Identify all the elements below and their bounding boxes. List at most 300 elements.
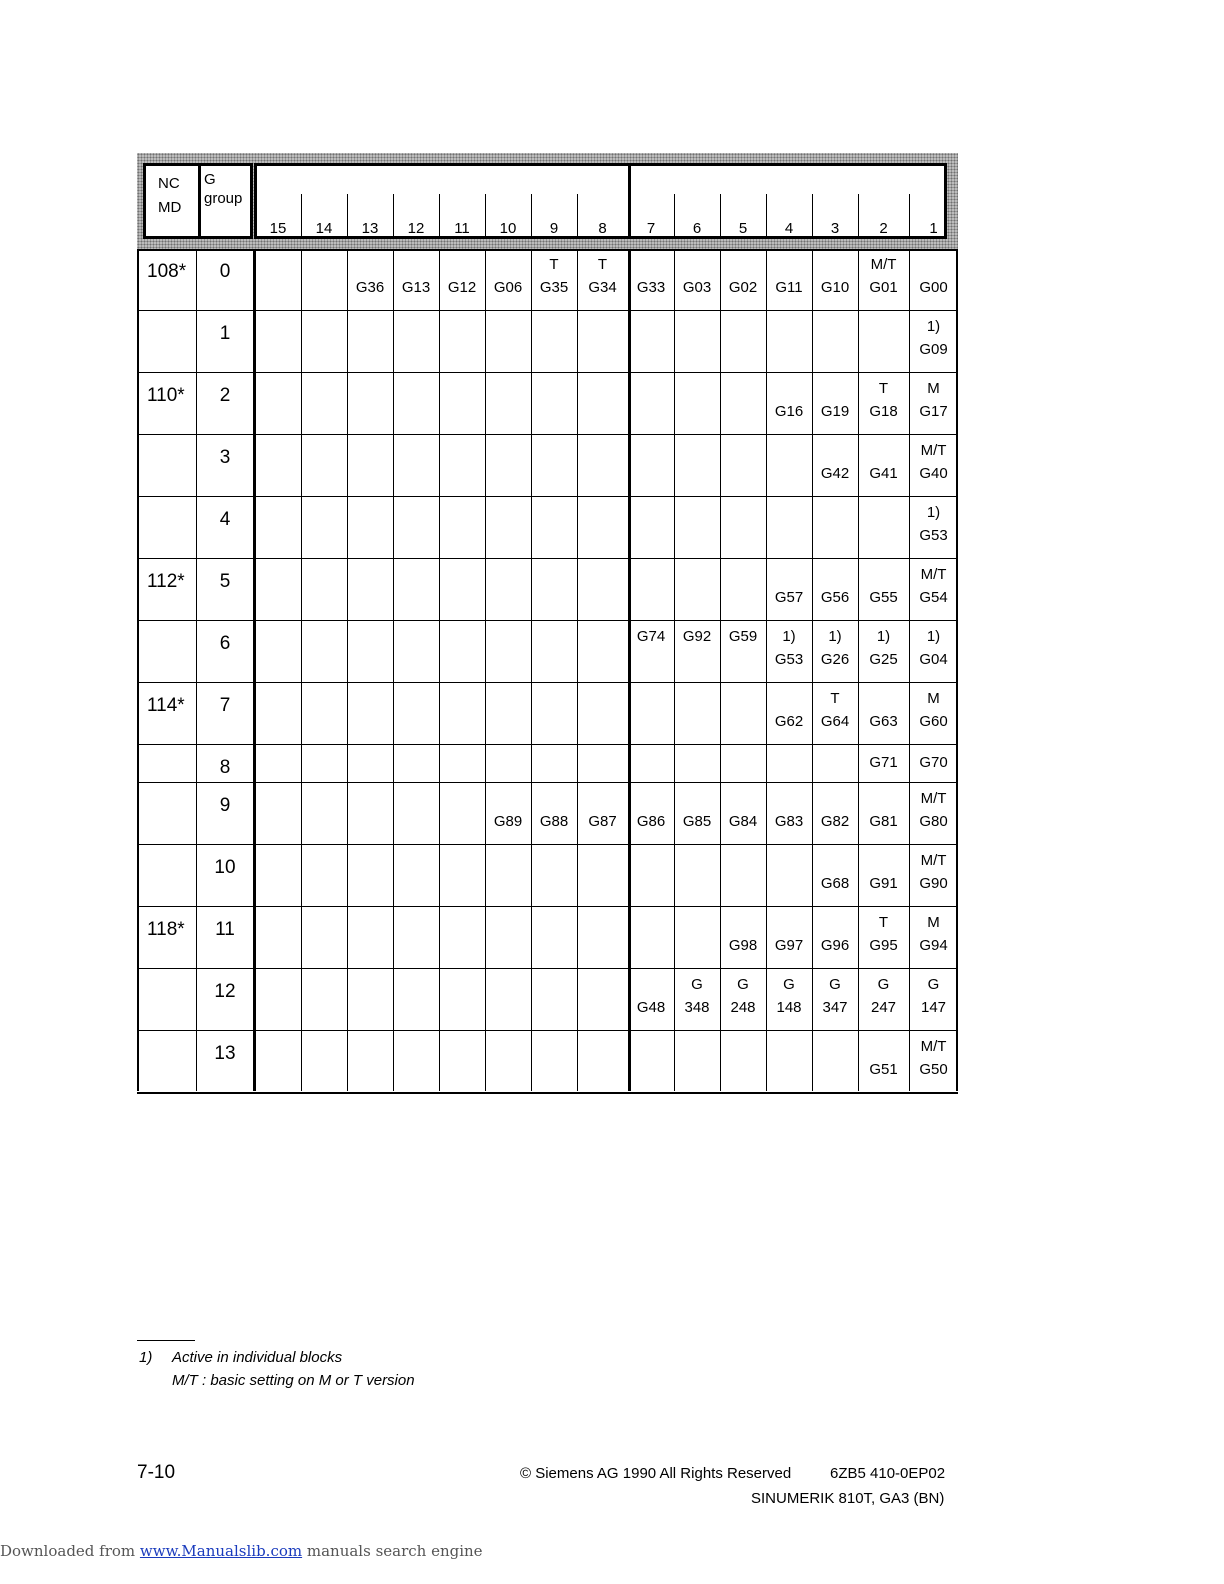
g-code-cell <box>393 973 439 1019</box>
cell-line-bottom <box>531 462 577 485</box>
cell-line-top <box>812 849 858 872</box>
cell-line-top <box>720 315 766 338</box>
g-code-cell <box>674 377 720 423</box>
bit-divider <box>909 194 910 236</box>
g-code-cell <box>439 253 485 299</box>
download-prefix: Downloaded from <box>0 1542 140 1560</box>
g-code-cell <box>485 501 531 547</box>
cell-line-top <box>720 687 766 710</box>
cell-line-top <box>577 439 628 462</box>
bit-header-15: 15 <box>269 220 287 237</box>
cell-line-top <box>720 253 766 276</box>
g-code-cell <box>909 687 958 733</box>
cell-line-bottom <box>255 648 301 671</box>
cell-line-top <box>301 1035 347 1058</box>
cell-line-bottom <box>720 338 766 361</box>
cell-line-top <box>439 973 485 996</box>
cell-line-bottom <box>485 1058 531 1081</box>
cell-line-bottom <box>720 872 766 895</box>
g-code-cell <box>439 911 485 957</box>
g-code-cell <box>347 625 393 671</box>
g-group-value: 5 <box>219 571 231 592</box>
cell-line-top: 1) <box>926 628 941 645</box>
cell-line-top <box>531 315 577 338</box>
g-code-cell <box>674 563 720 609</box>
g-group-value: 12 <box>214 981 236 1002</box>
g-code-cell <box>439 787 485 833</box>
cell-line-top: M <box>927 690 940 707</box>
g-code-cell <box>439 439 485 485</box>
g-code-cell <box>909 973 958 1019</box>
cell-line-top <box>628 563 674 586</box>
g-code-cell <box>255 1035 301 1081</box>
cell-line-bottom <box>301 996 347 1019</box>
g-code-cell <box>301 315 347 361</box>
cell-line-top <box>393 687 439 710</box>
cell-line-bottom <box>301 934 347 957</box>
g-code-cell <box>909 439 958 485</box>
cell-line-top <box>674 751 720 774</box>
g-code-cell <box>674 911 720 957</box>
g-code-cell <box>485 687 531 733</box>
g-code-cell <box>812 439 858 485</box>
cell-line-bottom <box>255 524 301 547</box>
cell-line-bottom: 247 <box>870 999 897 1016</box>
g-code-cell <box>577 1035 628 1081</box>
cell-line-bottom <box>485 524 531 547</box>
g-group-value: 9 <box>219 795 231 816</box>
g-code-cell <box>812 315 858 361</box>
download-notice <box>0 1542 483 1560</box>
cell-line-top <box>720 849 766 872</box>
cell-line-bottom <box>301 524 347 547</box>
cell-line-bottom: G02 <box>728 279 758 296</box>
cell-line-bottom: G86 <box>636 813 666 830</box>
cell-line-top <box>858 563 909 586</box>
cell-line-top <box>531 687 577 710</box>
g-code-cell <box>812 687 858 733</box>
cell-line-top <box>485 625 531 648</box>
footnote-rule <box>137 1340 195 1341</box>
g-code-cell <box>531 687 577 733</box>
cell-line-top <box>577 973 628 996</box>
g-code-cell <box>858 439 909 485</box>
cell-line-top: G <box>737 976 749 993</box>
cell-line-top <box>812 563 858 586</box>
cell-line-top: T <box>597 256 608 273</box>
cell-line-top <box>766 501 812 524</box>
cell-line-bottom <box>531 338 577 361</box>
g-code-cell <box>577 377 628 423</box>
g-code-cell <box>909 849 958 895</box>
cell-line-top <box>812 787 858 810</box>
cell-line-bottom: G88 <box>539 813 569 830</box>
g-code-cell <box>628 625 674 671</box>
g-code-cell <box>531 315 577 361</box>
g-code-cell <box>485 563 531 609</box>
cell-line-top <box>628 501 674 524</box>
cell-line-bottom: G96 <box>820 937 850 954</box>
table-row <box>137 249 958 311</box>
cell-line-bottom <box>393 338 439 361</box>
g-code-cell <box>485 849 531 895</box>
cell-line-bottom <box>347 996 393 1019</box>
cell-line-bottom <box>347 810 393 833</box>
cell-line-top <box>674 377 720 400</box>
cell-line-bottom <box>301 586 347 609</box>
cell-line-bottom <box>347 872 393 895</box>
table-row <box>137 845 958 907</box>
g-code-cell <box>347 849 393 895</box>
cell-line-top <box>858 687 909 710</box>
cell-line-top <box>347 973 393 996</box>
g-code-cell <box>301 973 347 1019</box>
cell-line-top <box>347 501 393 524</box>
cell-line-top: T <box>878 914 889 931</box>
cell-line-bottom: G83 <box>774 813 804 830</box>
cell-line-bottom <box>485 648 531 671</box>
g-code-cell <box>485 377 531 423</box>
cell-line-top <box>439 687 485 710</box>
cell-line-top <box>301 377 347 400</box>
cell-line-top: T <box>878 380 889 397</box>
cell-line-bottom <box>628 400 674 423</box>
cell-line-bottom <box>347 524 393 547</box>
cell-line-bottom <box>255 1058 301 1081</box>
cell-line-bottom <box>720 1058 766 1081</box>
g-code-cell <box>628 377 674 423</box>
g-code-cell <box>347 439 393 485</box>
cell-line-top <box>858 849 909 872</box>
cell-line-bottom <box>674 400 720 423</box>
cell-line-bottom <box>720 648 766 671</box>
row-divider <box>137 1092 958 1094</box>
cell-line-bottom <box>812 1058 858 1081</box>
cell-line-bottom <box>255 462 301 485</box>
g-code-cell <box>393 439 439 485</box>
cell-line-bottom <box>577 338 628 361</box>
bit-divider <box>720 194 721 236</box>
g-code-cell <box>858 501 909 547</box>
g-code-cell <box>347 787 393 833</box>
bit-header-8: 8 <box>598 220 607 237</box>
g-code-cell <box>720 439 766 485</box>
cell-line-top <box>485 911 531 934</box>
cell-line-top <box>301 849 347 872</box>
bit-divider <box>628 166 631 236</box>
cell-line-top <box>485 787 531 810</box>
cell-line-bottom <box>393 400 439 423</box>
cell-line-bottom: G81 <box>869 813 898 830</box>
g-code-cell <box>812 253 858 299</box>
g-code-cell <box>255 911 301 957</box>
cell-line-bottom <box>766 462 812 485</box>
g-code-cell <box>255 439 301 485</box>
cell-line-bottom: 347 <box>822 999 848 1016</box>
g-code-cell <box>301 377 347 423</box>
g-code-cell <box>485 439 531 485</box>
cell-line-bottom: G94 <box>919 937 948 954</box>
g-group-value: 4 <box>219 509 231 530</box>
table-row <box>137 783 958 845</box>
cell-line-top <box>255 973 301 996</box>
g-group-value: 8 <box>219 757 231 778</box>
cell-line-bottom <box>674 462 720 485</box>
cell-line-top <box>674 253 720 276</box>
g-code-cell <box>909 315 958 361</box>
cell-line-top <box>347 439 393 462</box>
cell-line-top <box>439 911 485 934</box>
cell-line-top <box>674 315 720 338</box>
cell-line-bottom: G91 <box>869 875 898 892</box>
cell-line-top <box>577 751 628 774</box>
g-code-cell <box>439 625 485 671</box>
g-code-cell <box>347 563 393 609</box>
cell-line-bottom <box>393 810 439 833</box>
g-code-cell <box>812 563 858 609</box>
g-code-cell <box>766 377 812 423</box>
g-code-cell <box>766 787 812 833</box>
cell-line-bottom <box>531 524 577 547</box>
g-code-cell <box>393 911 439 957</box>
cell-line-top <box>628 911 674 934</box>
cell-line-top <box>439 1035 485 1058</box>
cell-line-top <box>628 687 674 710</box>
cell-line-bottom <box>720 400 766 423</box>
cell-line-top <box>301 687 347 710</box>
cell-line-top <box>577 501 628 524</box>
table-row <box>137 1031 958 1093</box>
cell-line-top: M/T <box>920 852 947 869</box>
cell-line-top: M <box>927 380 940 397</box>
cell-line-bottom <box>347 400 393 423</box>
cell-line-top <box>577 687 628 710</box>
cell-line-top <box>393 751 439 774</box>
cell-line-top <box>439 439 485 462</box>
bit-divider <box>577 194 578 236</box>
cell-line-bottom <box>393 1058 439 1081</box>
g-code-cell <box>347 687 393 733</box>
bit-divider <box>531 194 532 236</box>
bit-header-13: 13 <box>361 220 379 237</box>
g-group-table <box>137 153 958 1091</box>
product-name: SINUMERIK 810T, GA3 (BN) <box>751 1490 945 1507</box>
cell-line-top <box>628 787 674 810</box>
g-code-cell <box>628 787 674 833</box>
cell-line-top: G <box>927 976 940 993</box>
cell-line-top <box>485 973 531 996</box>
cell-line-top: M <box>927 914 940 931</box>
cell-line-top: G71 <box>869 754 898 771</box>
cell-line-bottom <box>485 462 531 485</box>
cell-line-top: 1) <box>828 628 842 645</box>
cell-line-top <box>628 315 674 338</box>
nc-md-value: 110* <box>147 385 185 406</box>
cell-line-top <box>255 1035 301 1058</box>
cell-line-top <box>577 911 628 934</box>
cell-line-top <box>674 787 720 810</box>
cell-line-bottom <box>577 462 628 485</box>
cell-line-top <box>393 501 439 524</box>
cell-line-bottom: G97 <box>774 937 804 954</box>
cell-line-top <box>485 253 531 276</box>
cell-line-bottom: G68 <box>820 875 850 892</box>
g-code-cell <box>255 973 301 1019</box>
g-code-cell <box>628 439 674 485</box>
table-row <box>137 621 958 683</box>
cell-line-bottom <box>485 934 531 957</box>
cell-line-bottom <box>301 872 347 895</box>
g-group-value: 0 <box>219 261 231 282</box>
cell-line-bottom <box>255 400 301 423</box>
g-code-cell <box>531 787 577 833</box>
cell-line-top <box>766 1035 812 1058</box>
cell-line-bottom <box>439 462 485 485</box>
table-header <box>137 153 958 249</box>
g-group-value: 1 <box>219 323 231 344</box>
g-code-cell <box>301 911 347 957</box>
nc-md-value: 114* <box>147 695 185 716</box>
cell-line-top <box>531 849 577 872</box>
cell-line-top <box>255 315 301 338</box>
cell-line-top <box>531 1035 577 1058</box>
cell-line-top <box>301 973 347 996</box>
cell-line-bottom <box>577 400 628 423</box>
cell-line-top <box>858 439 909 462</box>
cell-line-top <box>577 1035 628 1058</box>
cell-line-top <box>812 377 858 400</box>
g-code-cell <box>531 911 577 957</box>
cell-line-top <box>628 1035 674 1058</box>
cell-line-top: G <box>691 976 703 993</box>
cell-line-bottom: G60 <box>919 713 948 730</box>
header-divider <box>198 166 201 236</box>
g-code-cell <box>577 315 628 361</box>
cell-line-top <box>531 377 577 400</box>
g-code-cell <box>858 787 909 833</box>
cell-line-bottom <box>577 1058 628 1081</box>
cell-line-top: 1) <box>782 628 796 645</box>
g-code-cell <box>393 1035 439 1081</box>
cell-line-top <box>766 253 812 276</box>
cell-line-bottom <box>531 996 577 1019</box>
cell-line-top: T <box>549 256 559 273</box>
cell-line-bottom: G26 <box>820 651 850 668</box>
cell-line-bottom <box>255 872 301 895</box>
cell-line-bottom: G62 <box>774 713 804 730</box>
cell-line-top: M/T <box>920 790 947 807</box>
g-code-cell <box>347 315 393 361</box>
g-code-cell <box>766 439 812 485</box>
cell-line-top <box>439 315 485 338</box>
cell-line-bottom <box>531 648 577 671</box>
cell-line-bottom <box>720 586 766 609</box>
table-row <box>137 311 958 373</box>
g-code-cell <box>909 625 958 671</box>
g-code-cell <box>531 253 577 299</box>
cell-line-bottom <box>301 276 347 299</box>
g-code-cell <box>628 687 674 733</box>
g-code-cell <box>858 687 909 733</box>
cell-line-bottom <box>674 710 720 733</box>
g-code-cell <box>485 1035 531 1081</box>
cell-line-top <box>393 253 439 276</box>
cell-line-bottom <box>485 400 531 423</box>
g-code-cell <box>531 377 577 423</box>
cell-line-top <box>628 439 674 462</box>
g-code-cell <box>674 625 720 671</box>
g-code-cell <box>812 787 858 833</box>
cell-line-bottom <box>628 524 674 547</box>
g-code-cell <box>255 787 301 833</box>
cell-line-top <box>301 315 347 338</box>
g-code-cell <box>439 563 485 609</box>
cell-line-top <box>720 1035 766 1058</box>
cell-line-top <box>628 973 674 996</box>
cell-line-bottom: G55 <box>869 589 898 606</box>
cell-line-top <box>766 377 812 400</box>
cell-line-bottom: G41 <box>869 465 898 482</box>
cell-line-bottom <box>812 524 858 547</box>
cell-line-top <box>347 787 393 810</box>
cell-line-top <box>812 253 858 276</box>
cell-line-bottom: G09 <box>919 341 948 358</box>
cell-line-bottom <box>577 934 628 957</box>
cell-line-top <box>393 849 439 872</box>
cell-line-bottom <box>812 338 858 361</box>
cell-line-top <box>485 439 531 462</box>
cell-line-top <box>909 253 958 276</box>
cell-line-top <box>720 787 766 810</box>
g-code-cell <box>812 1035 858 1081</box>
g-code-cell <box>720 1035 766 1081</box>
cell-line-bottom <box>628 648 674 671</box>
cell-line-top <box>301 501 347 524</box>
g-code-cell <box>347 501 393 547</box>
cell-line-top: G <box>829 976 841 993</box>
table-row <box>137 907 958 969</box>
cell-line-bottom <box>255 996 301 1019</box>
g-code-cell <box>812 625 858 671</box>
g-code-cell <box>858 315 909 361</box>
cell-line-bottom: G85 <box>682 813 712 830</box>
g-code-cell <box>255 315 301 361</box>
g-code-cell <box>628 253 674 299</box>
cell-line-top <box>577 787 628 810</box>
g-code-cell <box>766 501 812 547</box>
g-code-cell <box>301 787 347 833</box>
g-code-cell <box>766 849 812 895</box>
cell-line-bottom: G36 <box>355 279 385 296</box>
g-code-cell <box>628 501 674 547</box>
cell-line-top <box>347 911 393 934</box>
cell-line-top <box>347 1035 393 1058</box>
cell-line-top: T <box>830 690 840 707</box>
cell-line-bottom: G98 <box>728 937 758 954</box>
g-code-cell <box>439 377 485 423</box>
cell-line-bottom <box>858 524 909 547</box>
g-code-cell <box>393 501 439 547</box>
g-code-cell <box>255 377 301 423</box>
cell-line-bottom <box>577 524 628 547</box>
cell-line-bottom <box>766 872 812 895</box>
cell-line-top <box>766 751 812 774</box>
manualslib-link[interactable]: www.Manualslib.com <box>139 1542 303 1560</box>
cell-line-top <box>812 439 858 462</box>
g-code-cell <box>439 849 485 895</box>
cell-line-bottom: G80 <box>919 813 948 830</box>
g-code-cell <box>301 439 347 485</box>
